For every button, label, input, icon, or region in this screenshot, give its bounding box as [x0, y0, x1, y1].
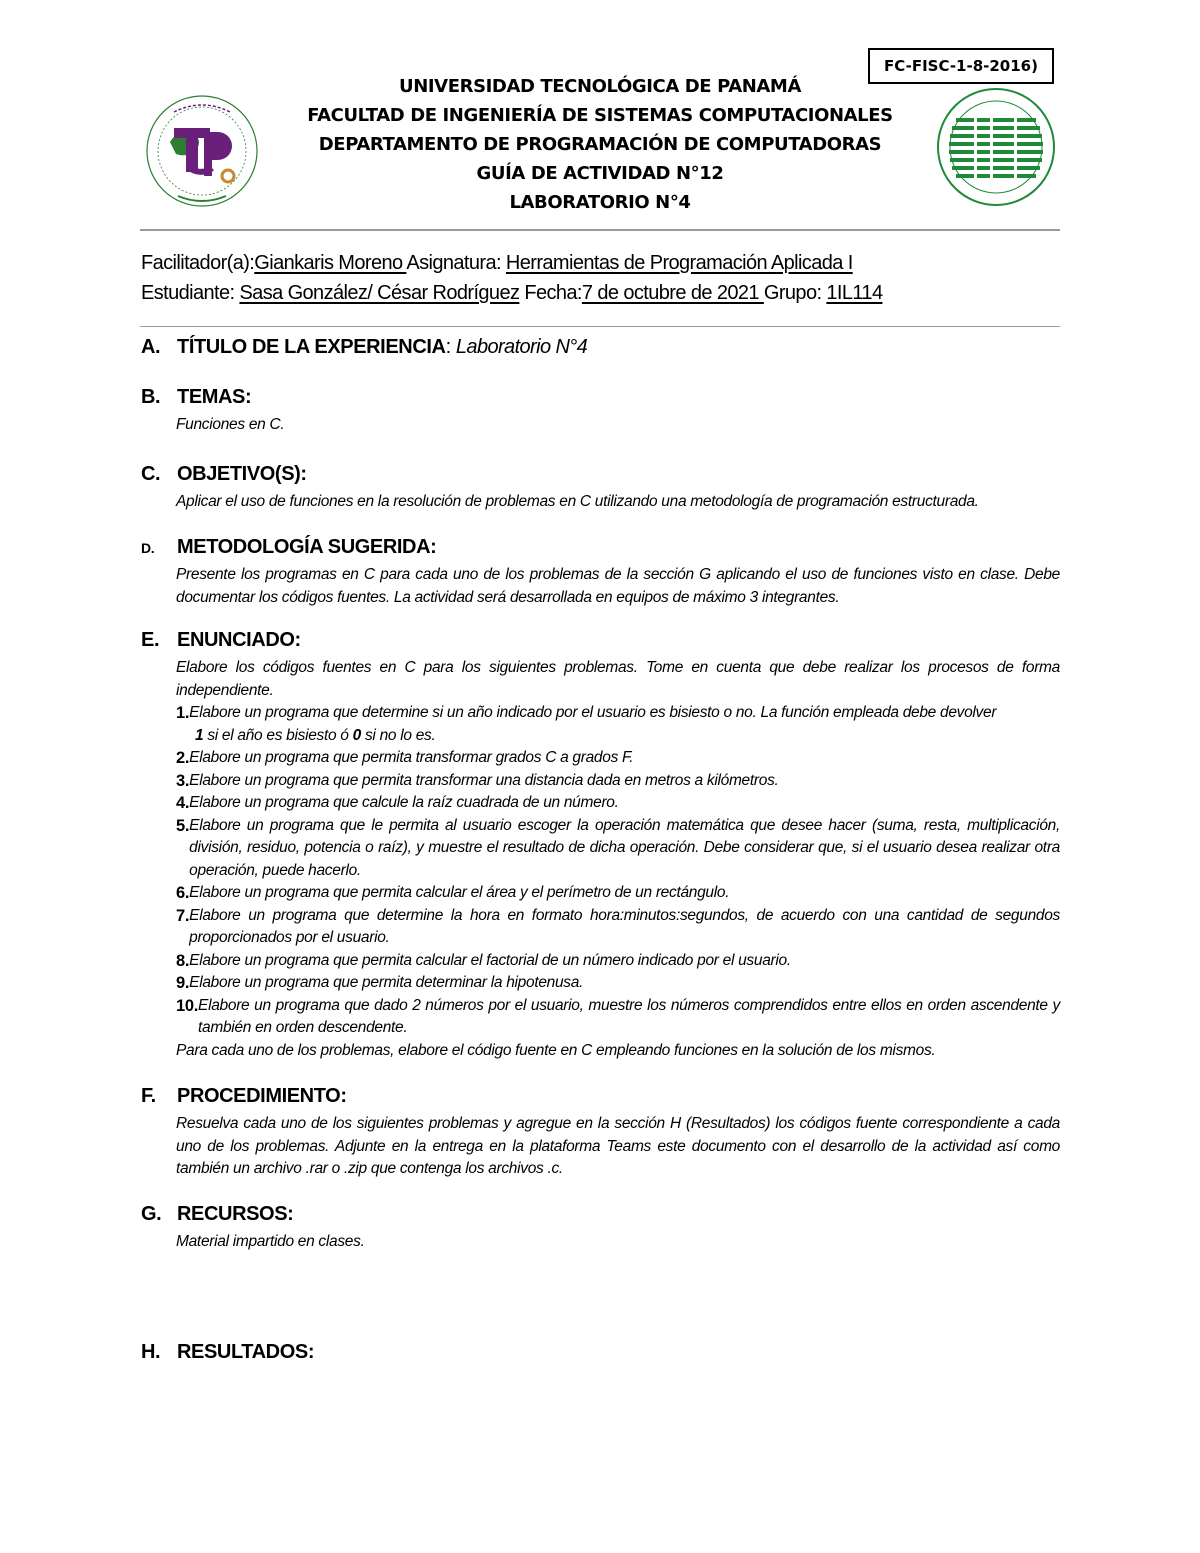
list-item: [176, 815, 1060, 883]
section-e: [141, 629, 1061, 1062]
group-value: 1IL114: [826, 282, 883, 304]
section-letter: H.: [141, 1341, 161, 1363]
item-number: 10.: [176, 996, 199, 1015]
item-number: 5.: [176, 816, 190, 835]
section-d: [141, 536, 1061, 609]
statement-intro: Elabore los códigos fuentes en C para los siguientes problemas. Tome en cuenta que debe realizar los procesos de forma independiente.: [176, 659, 1060, 699]
facilitator-value: Giankaris Moreno: [254, 252, 407, 274]
section-d-body: Presente los programas en C para cada uno de los problemas de la sección G aplicando el uso de funciones visto en clase. Debe documentar los códigos fuentes. La actividad será desarrollada en equipos de máximo 3 integrantes.: [176, 566, 1060, 606]
item-number: 9.: [176, 974, 190, 992]
item-number: 3.: [176, 771, 190, 790]
item-text: Elabore un programa que permita transformar grados C a grados F.: [189, 749, 634, 766]
student-label: Estudiante:: [141, 282, 240, 304]
list-item-continuation: [176, 725, 1060, 748]
title-colon: :: [445, 336, 456, 358]
experience-title: Laboratorio N°4: [455, 336, 588, 358]
item-number: 4.: [176, 794, 190, 812]
item-text: Elabore un programa que permita determinar la hipotenusa.: [189, 974, 584, 991]
item-text-part: Elabore un programa que determine si un año indicado por el usuario es bisiesto o no. La función empleada debe devolver: [189, 704, 997, 721]
section-letter: A.: [141, 336, 161, 358]
section-letter: C.: [141, 463, 161, 485]
item-text: Elabore un programa que le permita al usuario escoger la operación matemática que desee hacer (suma, resta, multiplicación, división, residuo, potencia o raíz), y muestre el resultado de dicha operación. Debe considerar que, si el usuario desea realizar otra operación, puede hacerlo.: [189, 816, 1060, 879]
section-g-heading: [141, 1203, 1061, 1231]
item-text-part: si el año es bisiesto ó: [203, 726, 353, 744]
section-h-heading: [141, 1341, 1061, 1369]
info-divider: [140, 326, 1060, 327]
list-item: [176, 702, 1060, 725]
section-b: [141, 386, 1061, 437]
item-number: 1.: [176, 704, 190, 722]
item-number: 7.: [176, 906, 190, 925]
list-item: [176, 882, 1060, 905]
item-text: Elabore un programa que permita calcular el área y el perímetro de un rectángulo.: [189, 884, 730, 901]
return-value-zero: 0: [352, 726, 361, 744]
section-title: METODOLOGÍA SUGERIDA:: [177, 536, 437, 558]
section-c: [141, 463, 1061, 514]
section-title: TÍTULO DE LA EXPERIENCIA: [177, 336, 446, 358]
section-title: TEMAS:: [177, 386, 252, 408]
section-b-body: Funciones en C.: [176, 416, 285, 433]
subject-label: Asignatura:: [406, 252, 506, 274]
document-header: [270, 72, 930, 217]
section-letter: F.: [141, 1085, 156, 1107]
activity-guide-title: GUÍA DE ACTIVIDAD N°12: [476, 163, 724, 184]
section-f-body: Resuelva cada uno de los siguientes problemas y agregue en la sección H (Resultados) los códigos fuente correspondiente a cada uno de los problemas. Adjunte en la entrega en la plataforma Teams este documento con el desarrollo de la actividad así como también un archivo .rar o .zip que contenga los archivos .c.: [176, 1115, 1060, 1177]
lab-title: LABORATORIO N°4: [509, 192, 691, 213]
list-item: [176, 972, 1060, 995]
section-title: PROCEDIMIENTO:: [177, 1085, 347, 1107]
item-text: [189, 702, 1060, 725]
item-number: 8.: [176, 951, 190, 970]
section-title: RECURSOS:: [177, 1203, 294, 1225]
list-item: [176, 995, 1060, 1040]
section-letter: E.: [141, 629, 160, 651]
facilitator-line: [141, 252, 853, 275]
item-number: 6.: [176, 884, 190, 902]
return-value-one: 1: [195, 726, 204, 744]
subject-value: Herramientas de Programación Aplicada I: [505, 252, 853, 274]
form-code-box: FC-FISC-1-8-2016): [868, 48, 1054, 84]
section-f-heading: [141, 1085, 1061, 1113]
department-name: DEPARTAMENTO DE PROGRAMACIÓN DE COMPUTADORAS: [318, 134, 882, 155]
section-e-body: [176, 657, 1060, 1062]
section-h: [141, 1341, 1061, 1369]
section-title: ENUNCIADO:: [177, 629, 301, 651]
section-c-body: Aplicar el uso de funciones en la resolución de problemas en C utilizando una metodología de programación estructurada.: [176, 493, 979, 510]
statement-closing: Para cada uno de los problemas, elabore el código fuente en C empleando funciones en la solución de los mismos.: [176, 1041, 936, 1059]
date-label: Fecha:: [519, 282, 582, 304]
header-divider: [140, 229, 1060, 231]
list-item: [176, 950, 1060, 973]
university-name: UNIVERSIDAD TECNOLÓGICA DE PANAMÁ: [399, 76, 801, 97]
section-letter: G.: [141, 1203, 162, 1225]
section-a: [141, 336, 1061, 364]
list-item: [176, 770, 1060, 793]
item-text: Elabore un programa que permita transformar una distancia dada en metros a kilómetros.: [189, 771, 779, 789]
facilitator-label: Facilitador(a):: [141, 252, 255, 274]
fisc-logo: [934, 84, 1058, 210]
item-text: Elabore un programa que calcule la raíz cuadrada de un número.: [189, 794, 619, 811]
section-d-heading: [141, 536, 1061, 564]
item-number: 2.: [176, 749, 190, 767]
list-item: [176, 905, 1060, 950]
section-b-heading: [141, 386, 1061, 414]
list-item: [176, 792, 1060, 815]
section-letter: B.: [141, 386, 161, 408]
section-f: [141, 1085, 1061, 1181]
section-g-body: Material impartido en clases.: [176, 1233, 365, 1250]
item-text: Elabore un programa que dado 2 números por el usuario, muestre los números comprendidos entre ellos en orden ascendente y también en orden descendente.: [198, 996, 1060, 1036]
section-c-heading: [141, 463, 1061, 491]
section-g: [141, 1203, 1061, 1254]
date-value: 7 de octubre de 2021: [581, 282, 764, 304]
student-line: [141, 282, 882, 305]
student-value: Sasa González/ César Rodríguez: [239, 282, 520, 304]
utp-seal-logo: [140, 92, 264, 210]
group-label: Grupo:: [763, 282, 827, 304]
item-text: Elabore un programa que permita calcular el factorial de un número indicado por el usuario.: [189, 951, 791, 969]
section-title: RESULTADOS:: [177, 1341, 315, 1363]
section-e-heading: [141, 629, 1061, 657]
section-a-heading: [141, 336, 1061, 364]
section-letter: D.: [141, 540, 155, 556]
list-item: [176, 747, 1060, 770]
faculty-name: FACULTAD DE INGENIERÍA DE SISTEMAS COMPUTACIONALES: [307, 105, 893, 126]
item-text: Elabore un programa que determine la hora en formato hora:minutos:segundos, de acuerdo con una cantidad de segundos proporcionados por el usuario.: [189, 906, 1060, 946]
section-title: OBJETIVO(S):: [177, 463, 307, 485]
item-text-part: si no lo es.: [360, 726, 436, 744]
